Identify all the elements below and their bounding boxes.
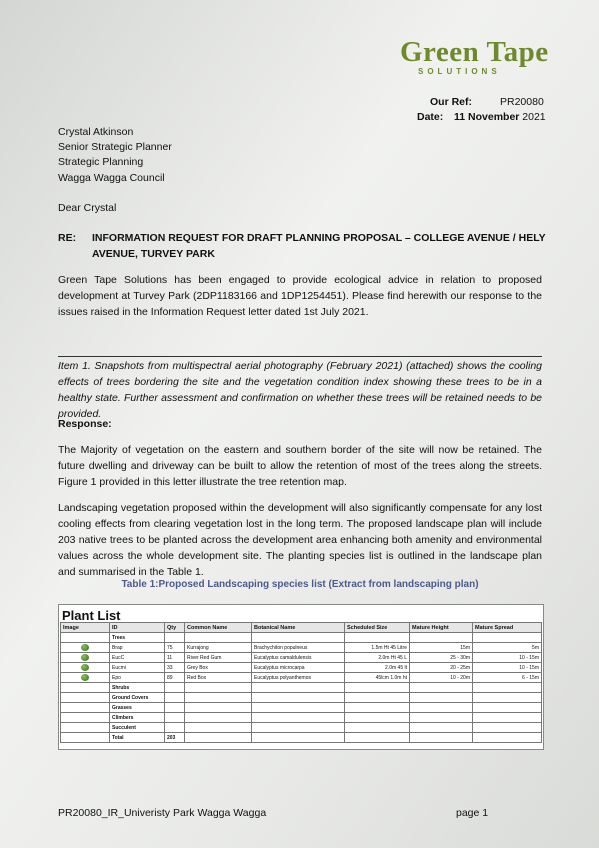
ref-label: Our Ref: (430, 96, 472, 108)
footer-page-number: page 1 (456, 807, 489, 819)
row-id: Eucmi (110, 663, 165, 673)
re-label: RE: (58, 232, 77, 244)
row-common-name: Red Box (185, 673, 252, 683)
re-line-1: INFORMATION REQUEST FOR DRAFT PLANNING PROPOSAL – COLLEGE AVENUE / HELY (92, 232, 546, 244)
row-common-name: Kurrajong (185, 643, 252, 653)
row-scheduled-size: 2.0m Ht 45 L (345, 653, 410, 663)
tree-thumbnail-icon (81, 654, 89, 661)
plant-list-table (60, 622, 542, 743)
header-id: ID (110, 623, 165, 633)
table-caption: Table 1:Proposed Landscaping species list (Extract from landscaping plan) (121, 579, 479, 590)
row-mature-height: 25 - 30m (410, 653, 473, 663)
group-label: Grasses (110, 703, 165, 713)
row-scheduled-size: 45lcm 1.0m ht (345, 673, 410, 683)
ref-value: PR20080 (500, 96, 544, 108)
group-label: Succulent (110, 723, 165, 733)
group-row-trees (61, 633, 542, 643)
row-qty: 11 (165, 653, 185, 663)
item1-paragraph: Item 1. Snapshots from multispectral aerial photography (February 2021) (attached) shows the cooling effects of trees bordering the site and the vegetation condition index showing these trees to be in a healthy state. Further assessment and confirmation on whether these trees will be retained needs to be provided. (58, 360, 542, 420)
row-scheduled-size: 1.5m Ht 45 Litre (345, 643, 410, 653)
group-row (61, 713, 542, 723)
row-botanical-name: Eucalyptus microcarpa (252, 663, 345, 673)
row-qty: 75 (165, 643, 185, 653)
header-common-name: Common Name (185, 623, 252, 633)
table-row (61, 653, 542, 663)
recipient-name: Crystal Atkinson (58, 126, 134, 138)
intro-paragraph: Green Tape Solutions has been engaged to provide ecological advice in relation to proposed development at Turvey Park (2DP1183166 and 1DP1254451). Please find herewith our response to the issues raised in the Information Request letter dated 1st July 2021. (58, 274, 542, 318)
row-mature-spread: 10 - 15m (473, 663, 542, 673)
tree-thumbnail-icon (81, 664, 89, 671)
header-qty: Qty (165, 623, 185, 633)
recipient-department: Strategic Planning (58, 156, 144, 168)
header-mature-height: Mature Height (410, 623, 473, 633)
header-botanical-name: Botanical Name (252, 623, 345, 633)
row-mature-height: 10 - 20m (410, 673, 473, 683)
row-qty: 89 (165, 673, 185, 683)
table-row (61, 663, 542, 673)
row-mature-spread: 5m (473, 643, 542, 653)
tree-thumbnail-icon (81, 674, 89, 681)
row-botanical-name: Eucalyptus polyanthemos (252, 673, 345, 683)
row-mature-height: 15m (410, 643, 473, 653)
salutation: Dear Crystal (58, 202, 117, 214)
footer-document-name: PR20080_IR_Univeristy Park Wagga Wagga (58, 807, 267, 819)
date-value: 11 November 2021 (454, 111, 546, 123)
group-label: Ground Covers (110, 693, 165, 703)
row-botanical-name: Brachychiton populneus (252, 643, 345, 653)
group-row (61, 693, 542, 703)
recipient-council: Wagga Wagga Council (58, 172, 165, 184)
header-scheduled-size: Scheduled Size (345, 623, 410, 633)
row-id: Brap (110, 643, 165, 653)
company-logo (396, 36, 549, 84)
section-divider (58, 356, 542, 357)
header-mature-spread: Mature Spread (473, 623, 542, 633)
row-scheduled-size: 2.0m 45 lt (345, 663, 410, 673)
re-line-2: AVENUE, TURVEY PARK (92, 248, 215, 260)
date-label: Date: (417, 111, 444, 123)
row-id: EucC (110, 653, 165, 663)
plant-list-table-image (58, 604, 544, 750)
group-label: Climbers (110, 713, 165, 723)
total-row (61, 733, 542, 743)
row-common-name: Grey Box (185, 663, 252, 673)
group-label: Shrubs (110, 683, 165, 693)
tree-thumbnail-icon (81, 644, 89, 651)
response-paragraph-2: Landscaping vegetation proposed within the development will also significantly compensate for any lost cooling effects from clearing vegetation lost in the long term. The proposed landscape plan will include 203 native trees to be planted across the development area enhancing both amenity and environmental values across the whole development site. The planting species list is outlined in the landscape plan and summarised in the Table 1. (58, 502, 542, 578)
logo-wordmark: Green Tape (400, 36, 549, 68)
group-row (61, 683, 542, 693)
row-qty: 33 (165, 663, 185, 673)
header-image: Image (61, 623, 110, 633)
response-heading: Response: (58, 418, 112, 430)
row-mature-spread: 10 - 15m (473, 653, 542, 663)
plant-list-title: Plant List (62, 608, 121, 623)
row-botanical-name: Eucalyptus camaldulensis (252, 653, 345, 663)
row-common-name: River Red Gum (185, 653, 252, 663)
group-row (61, 703, 542, 713)
date-day: 11 November (454, 111, 520, 123)
row-id: Epo (110, 673, 165, 683)
table-row (61, 643, 542, 653)
group-trees-label: Trees (110, 633, 165, 643)
total-label: Total (110, 733, 165, 743)
row-mature-spread: 6 - 15m (473, 673, 542, 683)
recipient-title: Senior Strategic Planner (58, 141, 172, 153)
logo-subtitle: SOLUTIONS (418, 67, 501, 76)
total-value: 203 (165, 733, 185, 743)
table-row (61, 673, 542, 683)
group-row (61, 723, 542, 733)
table-header-row (61, 623, 542, 633)
response-paragraph-1: The Majority of vegetation on the eastern and southern border of the site will now be retained. The future dwelling and driveway can be built to allow the retention of most of the trees along the streets. Figure 1 provided in this letter illustrate the tree retention map. (58, 444, 542, 488)
row-mature-height: 20 - 25m (410, 663, 473, 673)
